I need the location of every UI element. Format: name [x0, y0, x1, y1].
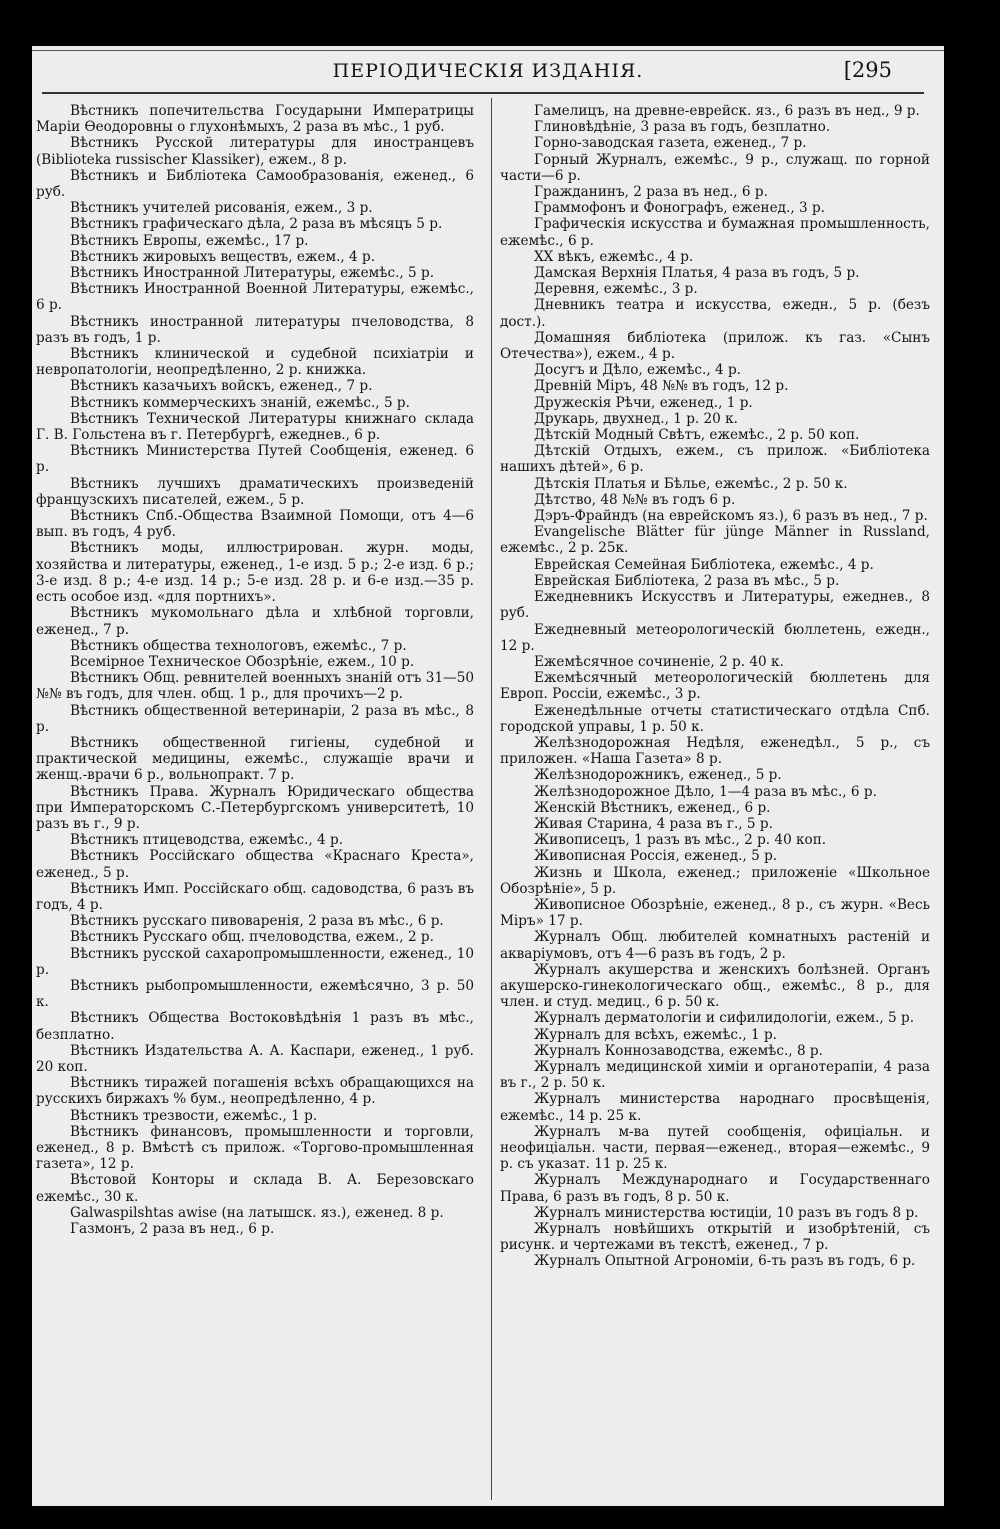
- list-item: Вѣстникъ Права. Журналъ Юридическаго общества при Императорскомъ С.-Петербургскомъ университетѣ, 10 разъ въ г., 9 р.: [36, 783, 474, 832]
- list-item: Ежедневный метеорологическій бюллетень, ежедн., 12 р.: [500, 621, 930, 654]
- list-item: Дѣтскія Платья и Бѣлье, ежемѣс., 2 р. 50 к.: [534, 475, 848, 492]
- list-item: Вѣстникъ Спб.-Общества Взаимной Помощи, отъ 4—6 вып. въ годъ, 4 руб.: [36, 508, 474, 541]
- list-item: Вѣстникъ птицеводства, ежемѣс., 4 р.: [70, 832, 344, 849]
- list-item: Ежедневникъ Искусствъ и Литературы, ежеднев., 8 руб.: [500, 589, 930, 622]
- list-item: Вѣстникъ общественной ветеринаріи, 2 раза въ мѣс., 8 р.: [36, 702, 474, 735]
- list-item: Вѣстникъ графическаго дѣла, 2 раза въ мѣсяцъ 5 р.: [70, 216, 443, 233]
- list-item: Вѣстникъ Европы, ежемѣс., 17 р.: [70, 232, 309, 249]
- list-item: Вѣстникъ Общ. ревнителей военныхъ знаній отъ 31—50 №№ въ годъ, для член. общ. 1 р., для прочихъ—2 р.: [36, 670, 474, 703]
- list-item: Дружескія Рѣчи, еженед., 1 р.: [534, 394, 753, 411]
- list-item: Всемірное Техническое Обозрѣніе, ежем., 10 р.: [70, 653, 415, 670]
- list-item: Журналъ м-ва путей сообщенія, офиціальн. и неофиціальн. части, первая—еженед., вторая—ежемѣс., 9 р. съ указат. 11 р. 25 к.: [500, 1123, 930, 1173]
- list-item: Журналъ министерства народнаго просвѣщенія, ежемѣс., 14 р. 25 к.: [500, 1091, 930, 1124]
- list-item: Вѣстникъ моды, иллюстрирован. журн. моды, хозяйства и литературы, еженед., 1-е изд. 5 р.; 2-е изд. 6 р.; 3-е изд. 8 р.; 4-е изд. 14 р.; 5-е изд. 28 р. и 6-е изд.—35 р. есть особое изд. «для портнихъ».: [36, 540, 474, 606]
- list-item: Вѣстникъ Россійскаго общества «Краснаго Креста», еженед., 5 р.: [36, 848, 474, 881]
- list-item: Горно-заводская газета, еженед., 7 р.: [534, 135, 807, 152]
- list-item: Живописная Россія, еженед., 5 р.: [534, 848, 778, 865]
- list-item: Еженедѣльные отчеты статистическаго отдѣла Спб. городской управы, 1 р. 50 к.: [500, 702, 930, 735]
- list-item: Друкарь, двухнед., 1 р. 20 к.: [534, 410, 738, 427]
- list-item: Дэръ-Фрайндъ (на еврейскомъ яз.), 6 разъ въ нед., 7 р.: [534, 508, 928, 525]
- list-item: Вѣстникъ Русскаго общ. пчеловодства, ежем., 2 р.: [70, 929, 434, 946]
- list-item: Журналъ Коннозаводства, ежемѣс., 8 р.: [534, 1042, 823, 1059]
- list-item: Вѣстникъ финансовъ, промышленности и торговли, еженед., 8 р. Вмѣстѣ съ прилож. «Торгово-промышленная газета», 12 р.: [36, 1123, 474, 1173]
- list-item: Еврейская Семейная Библіотека, ежемѣс., 4 р.: [534, 556, 874, 573]
- list-item: Женскій Вѣстникъ, еженед., 6 р.: [534, 799, 771, 816]
- list-item: Evangelische Blätter für jünge Männer in Russland, ежемѣс., 2 р. 25к.: [500, 524, 930, 557]
- list-item: Дамская Верхнія Платья, 4 раза въ годъ, 5 р.: [534, 265, 860, 282]
- right-column: [500, 103, 930, 1270]
- list-item: Вѣстникъ и Библіотека Самообразованія, еженед., 6 руб.: [36, 167, 474, 201]
- list-item: Желѣзнодорожное Дѣло, 1—4 раза въ мѣс., 6 р.: [534, 783, 877, 800]
- list-item: Живая Старина, 4 раза въ г., 5 р.: [534, 815, 773, 832]
- list-item: Журналъ дерматологіи и сифилидологіи, ежем., 5 р.: [534, 1010, 915, 1027]
- list-item: Журналъ Опытной Агрономіи, 6-ть разъ въ годъ, 6 р.: [534, 1253, 916, 1270]
- list-item: Вѣстникъ русскаго пивоваренія, 2 раза въ мѣс., 6 р.: [70, 913, 444, 930]
- list-item: Желѣзнодорожникъ, еженед., 5 р.: [534, 767, 782, 784]
- list-item: Граммофонъ и Фонографъ, еженед., 3 р.: [534, 200, 825, 217]
- list-item: Вѣстникъ Иностранной Литературы, ежемѣс., 5 р.: [70, 265, 435, 282]
- list-item: Гамелицъ, на древне-еврейск. яз., 6 разъ въ нед., 9 р.: [534, 103, 920, 119]
- list-item: Вѣстникъ коммерческихъ знаній, ежемѣс., 5 р.: [70, 394, 410, 411]
- list-item: Вѣстникъ рыбопромышленности, ежемѣсячно, 3 р. 50 к.: [36, 977, 474, 1011]
- list-item: Вѣстникъ Министерства Путей Сообщенія, еженед. 6 р.: [36, 443, 474, 476]
- list-item: Вѣстникъ Русской литературы для иностранцевъ (Bibliotekа russischer Klassiker), ежем., 8 р.: [36, 135, 474, 168]
- list-item: Газмонъ, 2 раза въ нед., 6 р.: [70, 1221, 275, 1238]
- list-item: Вѣстникъ Имп. Россійскаго общ. садоводства, 6 разъ въ годъ, 4 р.: [36, 880, 474, 913]
- list-item: Дѣтскій Модный Свѣтъ, ежемѣс., 2 р. 50 коп.: [534, 427, 860, 444]
- list-item: Дневникъ театра и искусства, ежедн., 5 р. (безъ дост.).: [500, 297, 930, 330]
- list-item: Живописное Обозрѣніе, еженед., 8 р., съ журн. «Весь Міръ» 17 р.: [500, 896, 930, 930]
- list-item: Графическія искусства и бумажная промышленность, ежемѣс., 6 р.: [500, 216, 930, 249]
- list-item: Журналъ Общ. любителей комнатныхъ растеній и аквaріумовъ, отъ 4—6 разъ въ годъ, 2 р.: [500, 929, 930, 962]
- list-item: Древній Міръ, 48 №№ въ годъ, 12 р.: [534, 378, 789, 395]
- list-item: Журналъ министерства юстиціи, 10 разъ въ годъ 8 р.: [534, 1204, 919, 1221]
- list-item: Вѣстникъ тиражей погашенія всѣхъ обращающихся на русскихъ биржахъ % бум., неопредѣленно, 4 р.: [36, 1075, 474, 1108]
- list-item: Вѣстникъ мукомольнаго дѣла и хлѣбной торговли, еженед., 7 р.: [36, 605, 474, 638]
- list-item: Глиновѣдѣніе, 3 раза въ годъ, безплатно.: [534, 119, 831, 136]
- list-item: Горный Журналъ, ежемѣс., 9 р., служащ. по горной части—6 р.: [500, 151, 930, 184]
- list-item: Еврейская Библіотека, 2 раза въ мѣс., 5 р.: [534, 572, 840, 589]
- list-item: Вѣстникъ лучшихъ драматическихъ произведеній французскихъ писателей, ежем., 5 р.: [36, 475, 474, 508]
- left-column: [36, 103, 474, 1237]
- page-title: ПЕРІОДИЧЕСКІЯ ИЗДАНІЯ.: [332, 60, 644, 82]
- list-item: Журналъ акушерства и женскихъ болѣзней. Органъ акушерско-гинекологическаго общ., ежемѣс., 8 р., для член. и студ. медиц., 6 р. 50 к.: [500, 961, 930, 1011]
- page-number: [295: [843, 58, 892, 82]
- list-item: Гражданинъ, 2 раза въ нед., 6 р.: [534, 184, 768, 201]
- list-item: Ежемѣсячный метеорологическій бюллетень для Европ. Россіи, ежемѣс., 3 р.: [500, 670, 930, 703]
- list-item: Деревня, ежемѣс., 3 р.: [534, 281, 698, 298]
- list-item: Дѣтство, 48 №№ въ годъ 6 р.: [534, 491, 736, 508]
- list-item: Вѣстникъ Издательства А. А. Каспари, еженед., 1 руб. 20 коп.: [36, 1042, 474, 1075]
- list-item: Вѣстовой Конторы и склада В. А. Березовскаго ежемѣс., 30 к.: [36, 1172, 474, 1205]
- list-item: Вѣстникъ Иностранной Военной Литературы, ежемѣс., 6 р.: [36, 281, 474, 314]
- list-item: Ежемѣсячное сочиненіе, 2 р. 40 к.: [534, 653, 784, 670]
- list-item: Вѣстникъ учителей рисованія, ежем., 3 р.: [70, 200, 373, 217]
- page: [32, 46, 944, 1506]
- list-item: Вѣстникъ общества технологовъ, ежемѣс., 7 р.: [70, 637, 407, 654]
- list-item: Жизнь и Школа, еженед.; приложеніе «Школьное Обозрѣніе», 5 р.: [500, 864, 930, 897]
- list-item: Желѣзнодорожная Недѣля, еженедѣл., 5 р., съ приложен. «Наша Газета» 8 р.: [500, 734, 930, 768]
- list-item: Вѣстникъ трезвости, ежемѣс., 1 р.: [70, 1107, 318, 1124]
- header-divider: [42, 92, 924, 94]
- list-item: XX вѣкъ, ежемѣс., 4 р.: [534, 248, 694, 265]
- column-divider: [491, 98, 492, 1500]
- list-item: Вѣстникъ попечительства Государыни Императрицы Маріи Ѳеодоровны о глухонѣмыхъ, 2 раза въ мѣс., 1 руб.: [36, 103, 474, 136]
- list-item: Вѣстникъ иностранной литературы пчеловодства, 8 разъ въ годъ, 1 р.: [36, 313, 474, 346]
- list-item: Журналъ новѣйшихъ открытій и изобрѣтеній, съ рисунк. и чертежами въ текстѣ, еженед., 7 р.: [500, 1221, 930, 1254]
- list-item: Журналъ Международнаго и Государственнаго Права, 6 разъ въ годъ, 8 р. 50 к.: [500, 1172, 930, 1205]
- list-item: Журналъ для всѣхъ, ежемѣс., 1 р.: [534, 1026, 778, 1043]
- list-item: Журналъ медицинской химіи и органотерапіи, 4 раза въ г., 2 р. 50 к.: [500, 1058, 930, 1092]
- list-item: Досугъ и Дѣло, ежемѣс., 4 р.: [534, 362, 741, 379]
- list-item: Вѣстникъ жировыхъ веществъ, ежем., 4 р.: [70, 248, 376, 265]
- list-item: Домашняя библіотека (прилож. къ газ. «Сынъ Отечества»), ежем., 4 р.: [500, 329, 930, 363]
- list-item: Живописецъ, 1 разъ въ мѣс., 2 р. 40 коп.: [534, 832, 827, 849]
- list-item: Дѣтскій Отдыхъ, ежем., съ прилож. «Библіотека нашихъ дѣтей», 6 р.: [500, 443, 930, 476]
- list-item: Вѣстникъ русской сахаропромышленности, еженед., 10 р.: [36, 945, 474, 978]
- list-item: Вѣстникъ клинической и судебной психіатріи и невропатологіи, неопредѣленно, 2 р. книжка.: [36, 346, 474, 379]
- list-item: Вѣстникъ Технической Литературы книжнаго склада Г. В. Гольстена въ г. Петербургѣ, ежеднев., 6 р.: [36, 410, 474, 444]
- list-item: Вѣстникъ Общества Востоковѣдѣнія 1 разъ въ мѣс., безплатно.: [36, 1010, 474, 1043]
- top-border: [32, 50, 944, 51]
- list-item: Galwaspilshtas awise (на латышск. яз.), еженед. 8 р.: [70, 1204, 444, 1221]
- list-item: Вѣстникъ казачьихъ войскъ, еженед., 7 р.: [70, 378, 373, 395]
- list-item: Вѣстникъ общественной гигіены, судебной и практической медицины, ежемѣс., служащіе врачи и женщ.-врачи 6 р., вольнопракт. 7 р.: [36, 734, 474, 784]
